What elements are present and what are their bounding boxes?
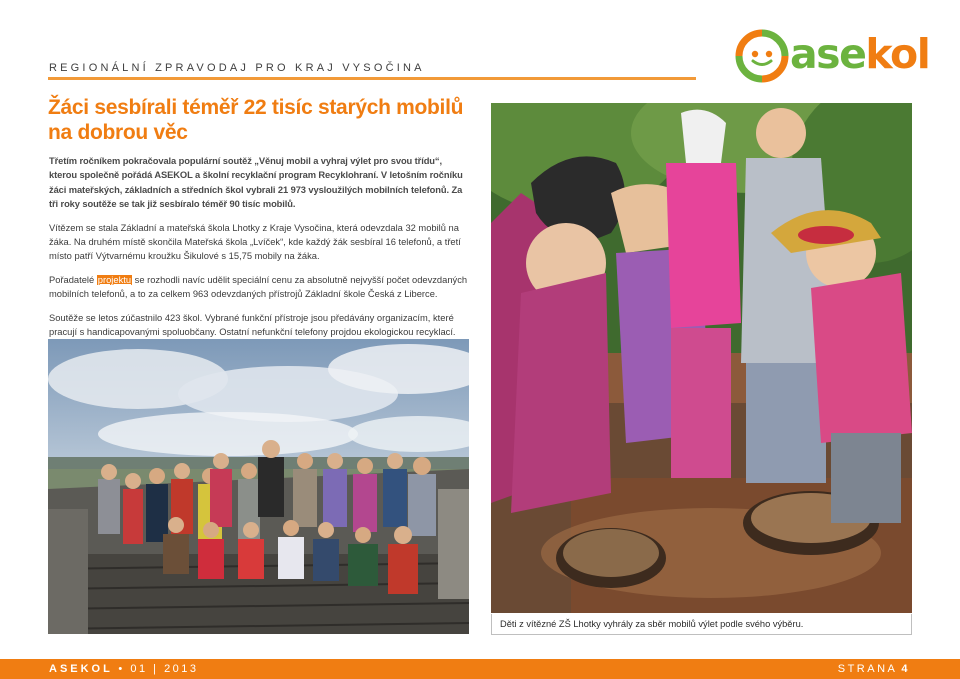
footer-page-label: STRANA [837,663,898,675]
recycle-face-icon [734,28,790,84]
photo-caption: Děti z vítězné ZŠ Lhotky vyhrály za sběr mobilů výlet podle svého výběru. [491,614,912,635]
p2-text-after: se rozhodli navíc udělit speciální cenu za absolutně nejvyšší počet odevzdaných mobilních telefonů, a to za celkem 963 odevzdaných přístrojů Základní škole Česká z Liberce. [49,274,468,300]
p2-text-before: Pořadatelé [49,274,97,285]
group-photo [48,339,469,634]
footer-page-number: 4 [901,663,910,675]
children-panning-image [491,103,912,613]
article-lead: Třetím ročníkem pokračovala populární soutěž „Věnuj mobil a vyhraj výlet pro svou třídu“, kterou společně pořádá ASEKOL a školní recyklační program Recyklohraní. V letošním ročníku žáci mateřských, základních a středních škol vybrali 21 973 vysloužilých mobilních telefonů. Za tři roky soutěže se tak již sesbíralo téměř 90 tisíc mobilů. [49,156,463,210]
article-title: Žáci sesbírali téměř 22 tisíc starých mobilů na dobrou věc [48,96,464,144]
article-paragraph-1: Vítězem se stala Základní a mateřská škola Lhotky z Kraje Vysočina, která odevzdala 32 mobilů na žáka. Na druhém místě skončila Mateřská škola „Lvíček“, kde každý žák sesbíral 16 telefonů, a třetí místo patří Výtvarnému kroužku Šikulové s 15,75 mobily na žáka. [49,222,461,262]
bullet-icon: • [118,663,125,675]
group-photo-image [48,339,469,634]
footer-issue-number: 01 [130,663,148,675]
children-panning-photo [491,103,912,613]
footer-issue: ASEKOL • 01 | 2013 [49,663,199,675]
logo-wordmark-green: ase [790,30,866,78]
article-body [49,154,471,348]
page-footer [0,659,960,679]
article-paragraph-3: Soutěže se letos zúčastnilo 423 škol. Vybrané funkční přístroje jsou předávány organizacím, které pracují s handicapovanými spoluobčany. Ostatní nefunkční telefony projdou ekologickou recyklací. [49,312,456,338]
section-header: REGIONÁLNÍ ZPRAVODAJ PRO KRAJ VYSOČINA [49,62,425,74]
footer-year: 2013 [164,663,199,675]
footer-page [838,663,910,675]
article-paragraph-2 [49,273,471,302]
header-rule [48,77,696,80]
projekt-link[interactable]: projektu [97,274,132,285]
asekol-logo [734,26,930,86]
logo-wordmark-orange: kol [865,30,930,78]
logo-wordmark [790,29,929,79]
footer-brand: ASEKOL [49,663,113,675]
